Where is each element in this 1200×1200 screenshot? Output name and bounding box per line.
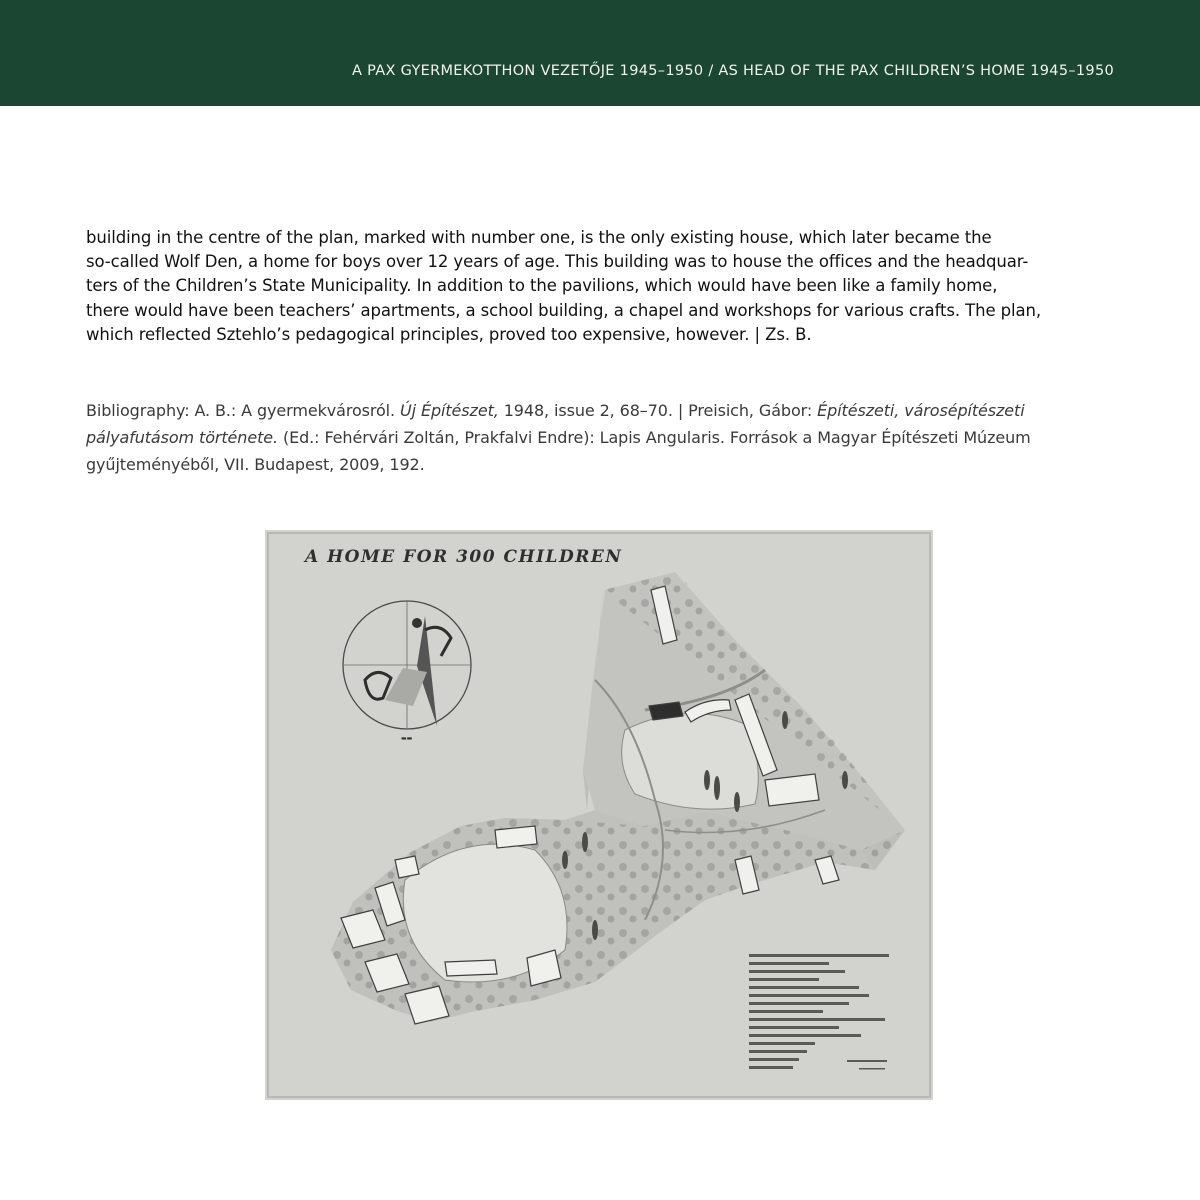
bibliography-text: 1948, issue 2, 68–70. | Preisich, Gábor: xyxy=(498,401,818,420)
bibliography-line: gyűjteményéből, VII. Budapest, 2009, 192. xyxy=(86,455,425,474)
bibliography xyxy=(86,397,1126,478)
site-plan-photo xyxy=(265,530,933,1100)
body-line: there would have been teachers’ apartments, a school building, a chapel and workshops for various crafts. The plan, xyxy=(86,300,1042,320)
bibliography-book-title: Építészeti, városépítészeti xyxy=(817,401,1025,420)
bibliography-book-title: pályafutásom története. xyxy=(86,428,278,447)
svg-text:▬▬: ▬▬ xyxy=(401,735,413,742)
bibliography-line xyxy=(86,424,1126,451)
bibliography-text: Bibliography: A. B.: A gyermekvárosról. xyxy=(86,401,401,420)
body-line: which reflected Sztehlo’s pedagogical principles, proved too expensive, however. | Zs. B. xyxy=(86,324,812,344)
body-line: so-called Wolf Den, a home for boys over 12 years of age. This building was to house the offices and the headquar- xyxy=(86,252,1029,272)
plan-title: A HOME FOR 300 CHILDREN xyxy=(305,547,623,567)
body-line: building in the centre of the plan, marked with number one, is the only existing house, which later became the xyxy=(86,228,992,247)
header-title: A PAX GYERMEKOTTHON VEZETŐJE 1945–1950 / AS HEAD OF THE PAX CHILDREN’S HOME 1945–1950 xyxy=(352,63,1114,79)
bibliography-text: (Ed.: Fehérvári Zoltán, Prakfalvi Endre): Lapis Angularis. Források a Magyar Építészeti Múzeum xyxy=(277,428,1031,447)
site-plan-drawing xyxy=(265,530,933,1100)
page-header xyxy=(0,0,1200,106)
bibliography-journal: Új Építészet, xyxy=(400,401,499,420)
body-paragraph xyxy=(86,226,1126,347)
body-line: ters of the Children’s State Municipality. In addition to the pavilions, which would have been like a family home, xyxy=(86,276,998,296)
bibliography-line xyxy=(86,397,1126,424)
